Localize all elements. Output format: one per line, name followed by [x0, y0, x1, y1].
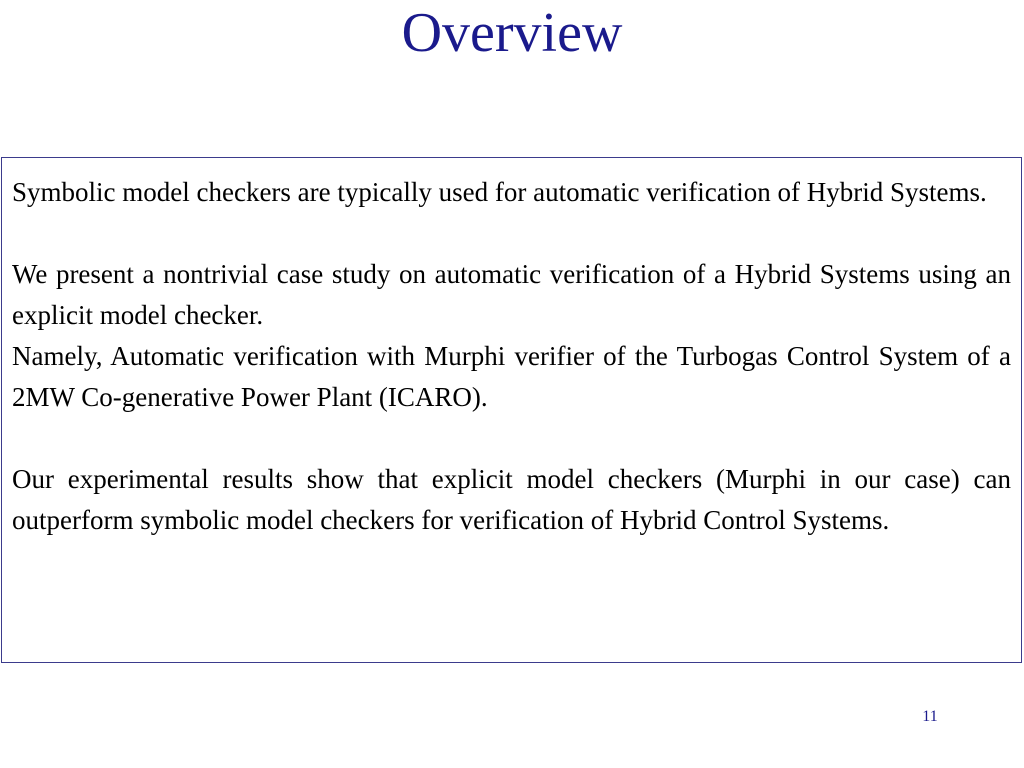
slide-title: Overview	[401, 2, 623, 64]
content-box	[1, 157, 1022, 663]
paragraph-symbolic-checkers: Symbolic model checkers are typically used for automatic verification of Hybrid Systems.	[12, 177, 987, 207]
paragraph-murphi-verification: Namely, Automatic verification with Murphi verifier of the Turbogas Control System of a 2MW Co-generative Power Plant (ICARO).	[12, 341, 1011, 412]
paragraph-results: Our experimental results show that explicit model checkers (Murphi in our case) can outperform symbolic model checkers for verification of Hybrid Control Systems.	[12, 464, 1011, 535]
paragraph-case-study: We present a nontrivial case study on automatic verification of a Hybrid Systems using an explicit model checker.	[12, 259, 1011, 330]
page-number: 11	[922, 708, 938, 725]
